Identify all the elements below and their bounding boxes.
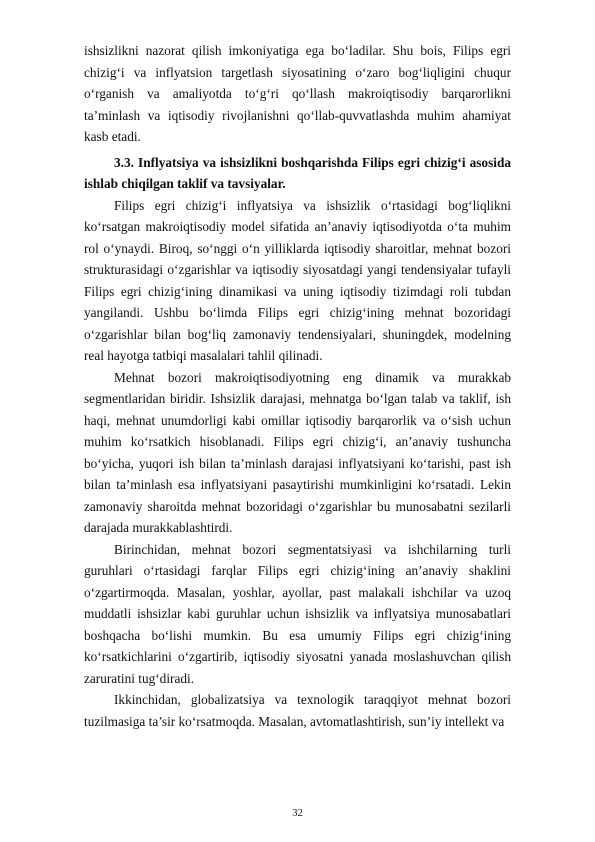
paragraph-continuation: ishsizlikni nazorat qilish imkoniyatiga ega bo‘ladilar. Shu bois, Filips egri chizig‘i va inflyatsion targetlash siyosatining o‘zaro bog‘liqligini chuqur o‘rganish va amaliyotda to‘g‘ri qo‘llash makroiqtisodiy barqarorlikni ta’minlash va iqtisodiy rivojlanishni qo‘llab-quvvatlashda muhim ahamiyat kasb etadi. (84, 43, 511, 144)
paragraph-4: Ikkinchidan, globalizatsiya va texnologik taraqqiyot mehnat bozori tuzilmasiga ta’sir ko‘rsatmoqda. Masalan, avtomatlashtirish, sun’iy intellekt va (84, 692, 511, 729)
page-number: 32 (292, 808, 303, 819)
paragraph-1: Filips egri chizig‘i inflyatsiya va ishsizlik o‘rtasidagi bog‘liqlikni ko‘rsatgan makroiqtisodiy model sifatida an’anaviy iqtisodiyotda o‘ta muhim rol o‘ynaydi. Biroq, so‘nggi o‘n yilliklarda iqtisodiy sharoitlar, mehnat bozori strukturasidagi o‘zgarishlar va iqtisodiy siyosatdagi yangi tendensiyalar tufayli Filips egri chizig‘ining dinamikasi va uning iqtisodiy tizimdagi roli tubdan yangilandi. Ushbu bo‘limda Filips egri chizig‘ining mehnat bozoridagi o‘zgarishlar bilan bog‘liq zamonaviy tendensiyalari, shuningdek, modelning real hayotga tatbiqi masalalari tahlil qilinadi. (84, 197, 511, 363)
paragraph-2: Mehnat bozori makroiqtisodiyotning eng dinamik va murakkab segmentlaridan biridir. Ishsizlik darajasi, mehnatga bo‘lgan talab va taklif, ish haqi, mehnat unumdorligi kabi omillar iqtisodiy barqarorlik va o‘sish uchun muhim ko‘rsatkich hisoblanadi. Filips egri chizig‘i, an’anaviy tushuncha bo‘yicha, yuqori ish bilan ta’minlash darajasi inflyatsiyani ko‘tarishi, past ish bilan ta’minlash esa inflyatsiyani pasaytirishi mumkinligini ko‘rsatadi. Lekin zamonaviy sharoitda mehnat bozoridagi o‘zgarishlar bu munosabatni sezilarli darajada murakkablashtirdi. (84, 369, 511, 535)
section-heading: 3.3. Inflyatsiya va ishsizlikni boshqarishda Filips egri chizig‘i asosida ishlab chiqilgan taklif va tavsiyalar. (84, 154, 511, 191)
document-page (84, 40, 511, 732)
paragraph-3: Birinchidan, mehnat bozori segmentatsiyasi va ishchilarning turli guruhlari o‘rtasidagi farqlar Filips egri chizig‘ining an’anaviy shaklini o‘zgartirmoqda. Masalan, yoshlar, ayollar, past malakali ishchilar va uzoq muddatli ishsizlar kabi guruhlar uchun ishsizlik va inflyatsiya munosabatlari boshqacha bo‘lishi mumkin. Bu esa umumiy Filips egri chizig‘ining ko‘rsatkichlarini o‘zgartirib, iqtisodiy siyosatni yanada moslashuvchan qilish zaruratini tug‘diradi. (84, 541, 511, 686)
